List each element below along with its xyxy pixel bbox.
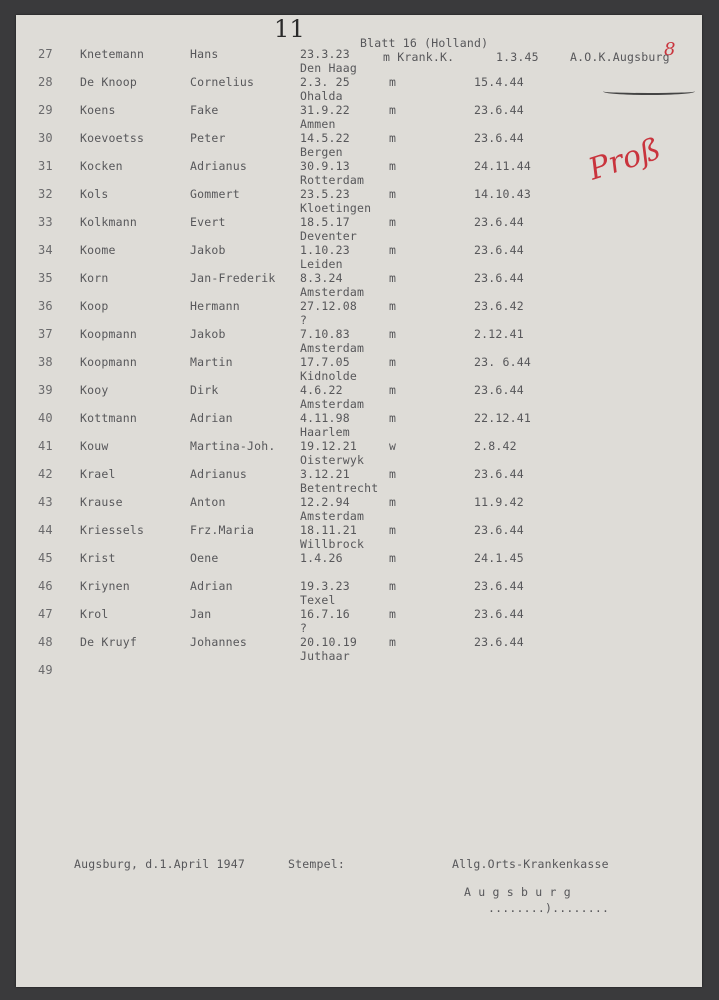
birth-date: 18.5.17 — [300, 215, 350, 229]
birth-date: 3.12.21 — [300, 467, 350, 481]
sex: m — [389, 607, 397, 621]
row-number: 28 — [38, 75, 53, 89]
birth-date: 14.5.22 — [300, 131, 350, 145]
entry-date: 23.6.44 — [474, 607, 524, 621]
top-role: m Krank.K. — [383, 50, 455, 64]
birth-place: Kidnolde — [300, 369, 357, 383]
birth-date: 20.10.19 — [300, 635, 357, 649]
entry-date: 22.12.41 — [474, 411, 531, 425]
birth-place: Texel — [300, 593, 336, 607]
birth-place: Ammen — [300, 117, 336, 131]
birth-date: 19.12.21 — [300, 439, 357, 453]
row-number: 41 — [38, 439, 53, 453]
surname: Kooy — [80, 383, 109, 397]
birth-date: 23.3.23 — [300, 47, 350, 61]
birth-date: 12.2.94 — [300, 495, 350, 509]
given-name: Frz.Maria — [190, 523, 255, 537]
given-name: Fake — [190, 103, 219, 117]
surname: Krist — [80, 551, 116, 565]
row-number: 38 — [38, 355, 53, 369]
birth-date: 4.11.98 — [300, 411, 350, 425]
red-stamp: Proß — [584, 131, 666, 188]
birth-place: Leiden — [300, 257, 343, 271]
birth-place: Haarlem — [300, 425, 350, 439]
given-name: Martin — [190, 355, 233, 369]
organization: Allg.Orts-Krankenkasse — [452, 857, 609, 871]
given-name: Adrian — [190, 411, 233, 425]
entry-date: 23.6.44 — [474, 131, 524, 145]
row-number: 42 — [38, 467, 53, 481]
row-number: 47 — [38, 607, 53, 621]
surname: Kouw — [80, 439, 109, 453]
document-page — [16, 15, 702, 987]
given-name: Peter — [190, 131, 226, 145]
birth-place: Amsterdam — [300, 397, 365, 411]
entry-date: 11.9.42 — [474, 495, 524, 509]
birth-date: 31.9.22 — [300, 103, 350, 117]
birth-place: Oisterwyk — [300, 453, 365, 467]
signature-line: ........)........ — [488, 901, 610, 915]
row-number: 34 — [38, 243, 53, 257]
birth-place: Bergen — [300, 145, 343, 159]
given-name: Adrianus — [190, 159, 247, 173]
surname: Koopmann — [80, 327, 137, 341]
top-place: A.O.K.Augsburg — [570, 50, 670, 64]
given-name: Jakob — [190, 327, 226, 341]
given-name: Martina-Joh. — [190, 439, 276, 453]
entry-date: 23.6.44 — [474, 271, 524, 285]
sex: w — [389, 439, 397, 453]
sex: m — [389, 467, 397, 481]
sex: m — [389, 243, 397, 257]
given-name: Jakob — [190, 243, 226, 257]
birth-place: ? — [300, 313, 308, 327]
row-number: 27 — [38, 47, 53, 61]
sheet-title: Blatt 16 (Holland) — [360, 36, 489, 50]
given-name: Hermann — [190, 299, 240, 313]
surname: De Kruyf — [80, 635, 137, 649]
birth-place: Juthaar — [300, 649, 350, 663]
sex: m — [389, 271, 397, 285]
city: A u g s b u r g — [464, 885, 571, 899]
surname: Koome — [80, 243, 116, 257]
sex: m — [389, 159, 397, 173]
entry-date: 23.6.44 — [474, 103, 524, 117]
entry-date: 15.4.44 — [474, 75, 524, 89]
birth-place: Amsterdam — [300, 341, 365, 355]
entry-date: 23.6.44 — [474, 243, 524, 257]
surname: Krael — [80, 467, 116, 481]
stamp-label: Stempel: — [288, 857, 345, 871]
entry-date: 2.8.42 — [474, 439, 517, 453]
row-number: 33 — [38, 215, 53, 229]
surname: Korn — [80, 271, 109, 285]
birth-place: Den Haag — [300, 61, 357, 75]
row-number: 30 — [38, 131, 53, 145]
given-name: Adrian — [190, 579, 233, 593]
sex: m — [389, 523, 397, 537]
surname: Kocken — [80, 159, 123, 173]
given-name: Adrianus — [190, 467, 247, 481]
birth-date: 19.3.23 — [300, 579, 350, 593]
sex: m — [389, 579, 397, 593]
surname: De Knoop — [80, 75, 137, 89]
sex: m — [389, 327, 397, 341]
sex: m — [389, 131, 397, 145]
birth-date: 27.12.08 — [300, 299, 357, 313]
birth-date: 1.10.23 — [300, 243, 350, 257]
birth-date: 7.10.83 — [300, 327, 350, 341]
birth-place: Amsterdam — [300, 509, 365, 523]
top-date: 1.3.45 — [496, 50, 539, 64]
surname: Kriessels — [80, 523, 145, 537]
birth-place: Deventer — [300, 229, 357, 243]
entry-date: 23.6.44 — [474, 467, 524, 481]
birth-date: 2.3. 25 — [300, 75, 350, 89]
row-number: 39 — [38, 383, 53, 397]
surname: Kolkmann — [80, 215, 137, 229]
entry-date: 14.10.43 — [474, 187, 531, 201]
row-number: 45 — [38, 551, 53, 565]
surname: Koens — [80, 103, 116, 117]
entry-date: 24.1.45 — [474, 551, 524, 565]
given-name: Evert — [190, 215, 226, 229]
birth-place: Willbrock — [300, 537, 365, 551]
entry-date: 23.6.44 — [474, 523, 524, 537]
given-name: Oene — [190, 551, 219, 565]
birth-date: 16.7.16 — [300, 607, 350, 621]
place-date: Augsburg, d.1.April 1947 — [74, 857, 245, 871]
entry-date: 2.12.41 — [474, 327, 524, 341]
entry-date: 23. 6.44 — [474, 355, 531, 369]
entry-date: 23.6.44 — [474, 383, 524, 397]
given-name: Cornelius — [190, 75, 255, 89]
surname: Kottmann — [80, 411, 137, 425]
pencil-underline — [603, 88, 695, 95]
sex: m — [389, 551, 397, 565]
surname: Kriynen — [80, 579, 130, 593]
given-name: Hans — [190, 47, 219, 61]
birth-date: 1.4.26 — [300, 551, 343, 565]
row-number: 49 — [38, 663, 53, 677]
row-number: 48 — [38, 635, 53, 649]
row-number: 44 — [38, 523, 53, 537]
surname: Krause — [80, 495, 123, 509]
row-number: 37 — [38, 327, 53, 341]
sex: m — [389, 103, 397, 117]
given-name: Anton — [190, 495, 226, 509]
given-name: Jan-Frederik — [190, 271, 276, 285]
entry-date: 24.11.44 — [474, 159, 531, 173]
sex: m — [389, 411, 397, 425]
birth-date: 18.11.21 — [300, 523, 357, 537]
given-name: Gommert — [190, 187, 240, 201]
row-number: 46 — [38, 579, 53, 593]
entry-date: 23.6.42 — [474, 299, 524, 313]
row-number: 35 — [38, 271, 53, 285]
sex: m — [389, 495, 397, 509]
sex: m — [389, 299, 397, 313]
surname: Knetemann — [80, 47, 145, 61]
row-number: 43 — [38, 495, 53, 509]
birth-place: Kloetingen — [300, 201, 372, 215]
row-number: 40 — [38, 411, 53, 425]
given-name: Dirk — [190, 383, 219, 397]
sex: m — [389, 355, 397, 369]
entry-date: 23.6.44 — [474, 579, 524, 593]
surname: Koevoetss — [80, 131, 145, 145]
surname: Koopmann — [80, 355, 137, 369]
given-name: Jan — [190, 607, 212, 621]
surname: Kols — [80, 187, 109, 201]
birth-date: 30.9.13 — [300, 159, 350, 173]
birth-place: Betentrecht — [300, 481, 379, 495]
sex: m — [389, 383, 397, 397]
row-number: 29 — [38, 103, 53, 117]
birth-date: 17.7.05 — [300, 355, 350, 369]
sex: m — [389, 187, 397, 201]
row-number: 32 — [38, 187, 53, 201]
sex: m — [389, 215, 397, 229]
surname: Koop — [80, 299, 109, 313]
birth-place: Amsterdam — [300, 285, 365, 299]
row-number: 36 — [38, 299, 53, 313]
entry-date: 23.6.44 — [474, 215, 524, 229]
surname: Krol — [80, 607, 109, 621]
birth-date: 4.6.22 — [300, 383, 343, 397]
given-name: Johannes — [190, 635, 247, 649]
row-number: 31 — [38, 159, 53, 173]
birth-place: ? — [300, 621, 308, 635]
sex: m — [389, 635, 397, 649]
birth-place: Rotterdam — [300, 173, 365, 187]
birth-date: 23.5.23 — [300, 187, 350, 201]
handwritten-mark: 11 — [274, 15, 305, 43]
birth-date: 8.3.24 — [300, 271, 343, 285]
birth-place: Ohalda — [300, 89, 343, 103]
sex: m — [389, 75, 397, 89]
entry-date: 23.6.44 — [474, 635, 524, 649]
top-suffix: 8 — [664, 39, 676, 60]
